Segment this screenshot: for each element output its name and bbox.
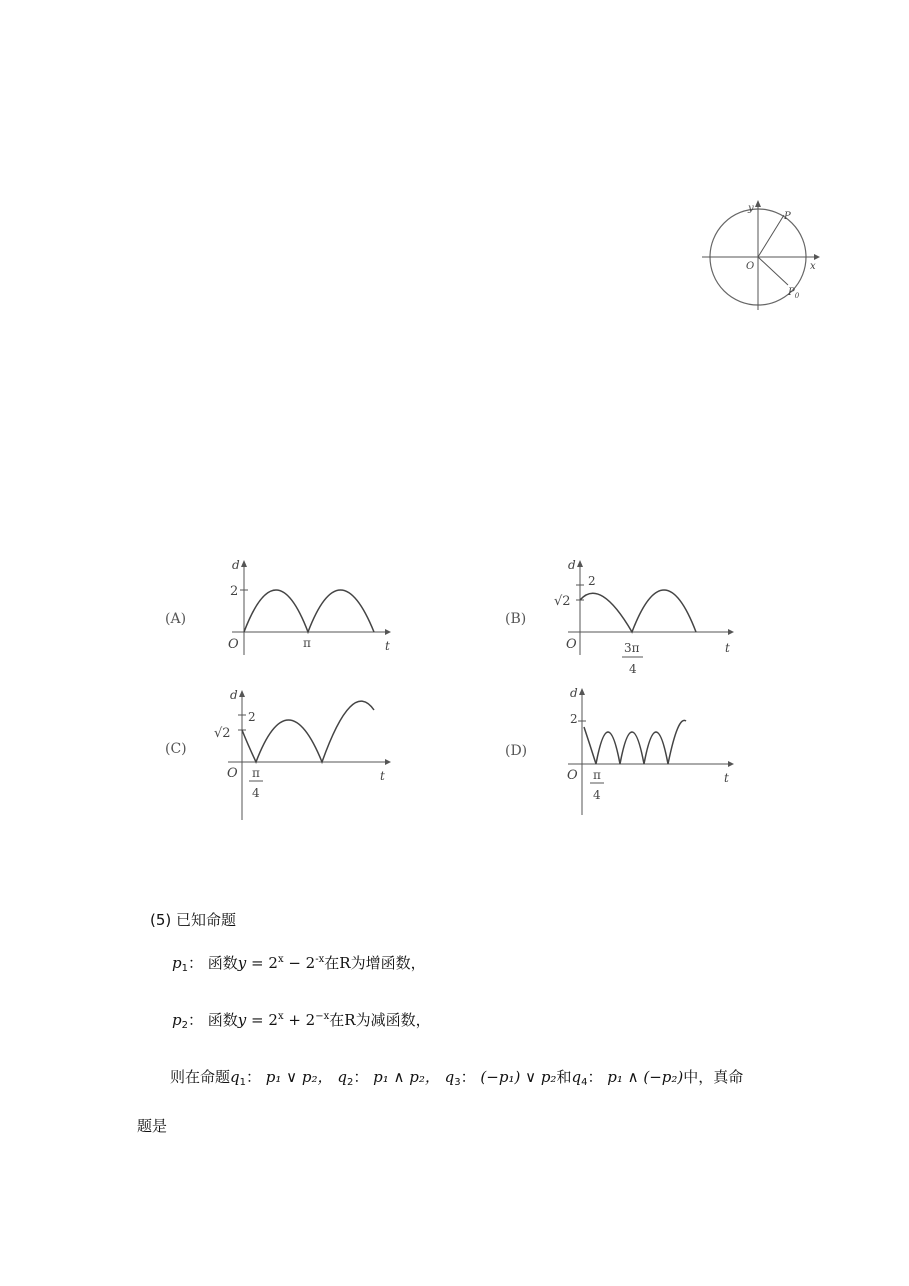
option-b-y-tick-sqrt2: √2 [554,594,571,609]
option-d-t-label: t [724,771,729,785]
segment-OP0 [758,257,788,285]
option-c-origin: O [227,766,238,781]
proposition-p2 [172,1009,431,1031]
q3-name: q [444,1068,455,1086]
option-b-y-tick-2: 2 [588,574,596,588]
continuation-line [137,1115,167,1136]
q2-sub: 2 [346,1077,354,1088]
option-d-x-tick-num: π [593,768,601,782]
line4-text: 题是 [137,1117,168,1135]
option-c-x-tick-den: 4 [252,786,260,800]
q1-body: p₁ ∨ p₂， [265,1068,333,1086]
option-a-curve [244,590,374,632]
option-a-x-tick-pi: π [303,636,311,650]
q1-sub: 1 [239,1077,246,1088]
q4-sub: 4 [581,1077,588,1088]
option-c-x-tick-num: π [252,766,260,780]
option-b-t-arrow-icon [728,629,734,635]
q3-sub: 3 [454,1077,461,1088]
p2-y: y [237,1011,247,1029]
p1-exp1: x [277,954,284,965]
option-c-t-label: t [380,769,385,783]
option-c-graph [160,685,400,825]
p2-text1: 函数 [207,1011,238,1029]
p1-name: p [172,954,182,972]
p1-minus: − 2 [283,954,316,972]
option-c-curve [242,701,374,762]
p2-plus: + 2 [283,1011,316,1029]
option-c-y-tick-2: 2 [248,710,256,724]
option-a-t-label: t [385,639,390,653]
unit-circle-figure [700,195,830,310]
option-c-label: (C) [165,741,187,757]
option-b-x-tick-num: 3π [624,641,640,655]
p2-exp1: x [277,1011,284,1022]
option-d-x-tick-den: 4 [593,788,601,802]
q4-name: q [571,1068,582,1086]
option-a-origin: O [228,637,239,652]
option-b-x-tick-den: 4 [629,662,637,676]
option-b-d-arrow-icon [577,560,583,567]
option-d-d-arrow-icon [579,688,585,695]
question-number: (5) [150,911,172,929]
option-d-curve [584,720,686,764]
p2-text3: 为减函数， [355,1011,431,1029]
line3-prefix: 则在命题 [170,1068,231,1086]
option-d-t-arrow-icon [728,761,734,767]
p2-name: p [172,1011,182,1029]
x-axis-label: x [810,261,816,272]
x-axis-arrow-icon [814,254,820,260]
option-a-y-tick-2: 2 [230,584,239,599]
option-d-origin: O [567,768,578,783]
q3-body: (−p₁) ∨ p₂ [480,1068,557,1086]
y-axis-label: y [748,203,754,214]
origin-label: O [746,261,755,272]
p2-eq: = 2 [246,1011,278,1029]
option-a-d-arrow-icon [241,560,247,567]
option-a-label: (A) [165,611,187,627]
p2-colon: ： [187,1011,203,1029]
p1-y: y [237,954,247,972]
p1-sub: 1 [181,963,188,974]
point-P-label: P [784,211,791,222]
question-intro: 已知命题 [176,911,237,929]
option-c-t-arrow-icon [385,759,391,765]
p1-R: R [339,954,351,972]
option-b-t-label: t [725,641,730,655]
p1-text2: 在 [324,954,340,972]
option-d-d-label: d [570,686,578,700]
q4-body: p₁ ∧ (−p₂) [607,1068,684,1086]
q1-name: q [230,1068,240,1086]
option-b-graph [500,555,740,685]
y-axis-arrow-icon [755,200,761,207]
p2-R: R [344,1011,356,1029]
p1-text1: 函数 [207,954,238,972]
p2-sub: 2 [181,1020,188,1031]
option-a-t-arrow-icon [385,629,391,635]
option-b-d-label: d [568,558,576,572]
p1-eq: = 2 [246,954,278,972]
p1-exp2: -x [315,954,325,965]
option-b-origin: O [566,637,577,652]
line3-suffix: 中，真命 [683,1068,744,1086]
option-a-graph [160,555,400,665]
compound-propositions-line: 则在命题$q_1$： p₁ ∨ p₂， $q_2$： p₁ ∧ p₂， $q_3$： (−p₁) ∨ p₂和$q_4$： p₁ ∧ (−p₂)中，真命 [170,1068,744,1088]
q2-name: q [337,1068,347,1086]
option-c-d-arrow-icon [239,690,245,697]
option-b-curve [580,590,696,632]
option-a-d-label: d [232,558,240,572]
proposition-p1 [172,952,426,974]
and-word: 和 [556,1068,572,1086]
p2-text2: 在 [329,1011,345,1029]
option-d-graph [500,685,740,825]
option-d-label: (D) [505,743,528,759]
p1-text3: 为增函数， [350,954,426,972]
option-d-y-tick-2: 2 [570,712,578,726]
option-b-label: (B) [505,611,527,627]
q2-body: p₁ ∧ p₂， [373,1068,440,1086]
p2-exp2: −x [315,1011,330,1022]
segment-OP [758,215,784,257]
point-P0-label: $P_0$ [788,287,800,300]
question-heading [150,909,236,930]
p1-colon: ： [187,954,203,972]
option-c-d-label: d [230,688,238,702]
option-c-y-tick-sqrt2: √2 [214,726,231,741]
